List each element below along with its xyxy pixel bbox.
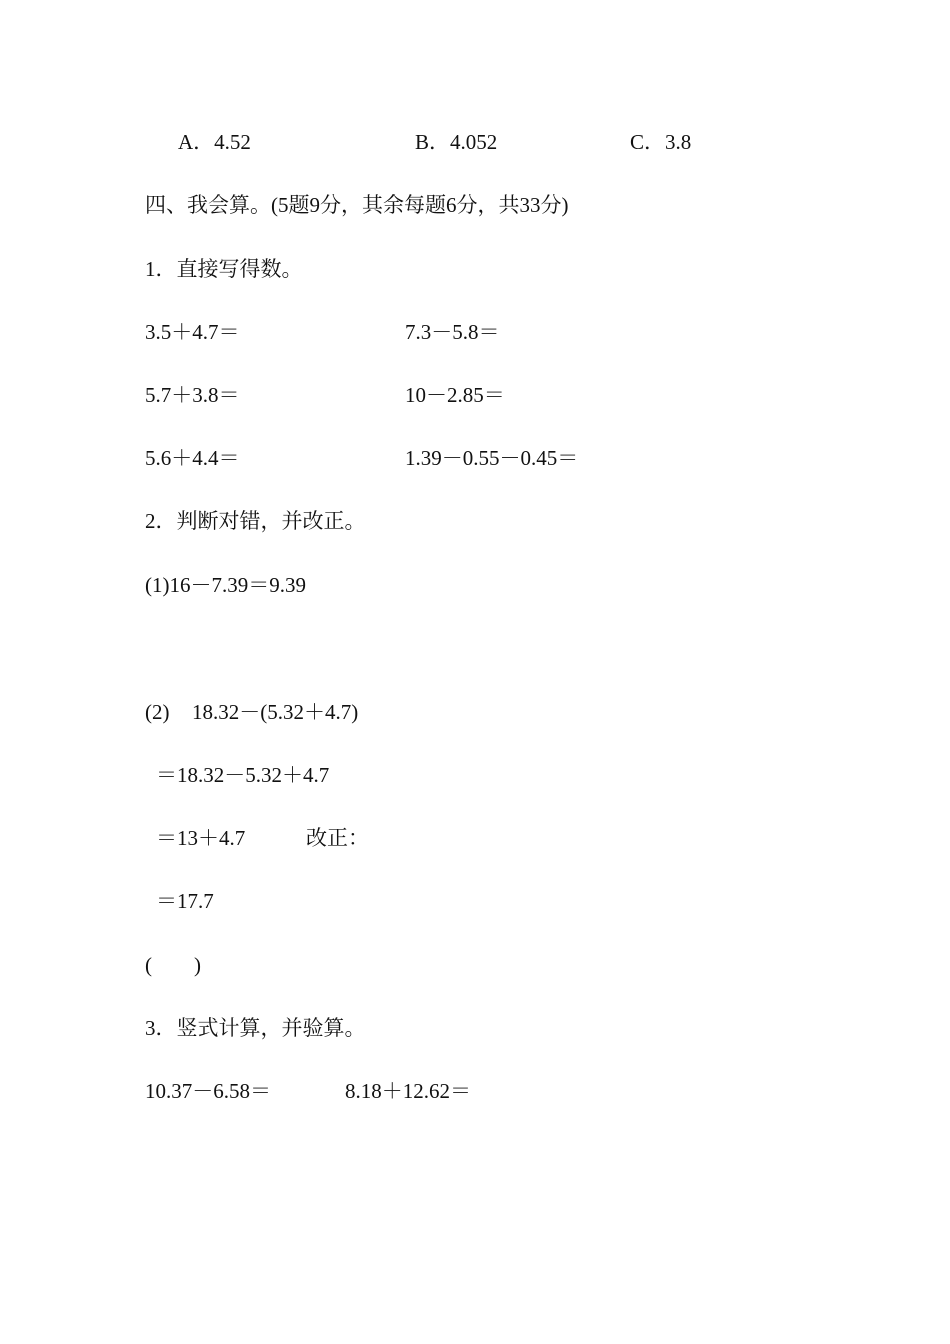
question-2-title: 2．判断对错，并改正。	[145, 509, 366, 533]
q2-item2-step1: ＝18.32－5.32＋4.7	[156, 763, 330, 787]
q1-row3-right: 1.39－0.55－0.45＝	[405, 446, 579, 470]
q3-left: 10.37－6.58＝	[145, 1079, 271, 1103]
q3-right: 8.18＋12.62＝	[345, 1079, 471, 1103]
q2-correction-label: 改正：	[306, 826, 369, 850]
q1-row2-left: 5.7＋3.8＝	[145, 383, 240, 407]
option-c: C．3.8	[630, 130, 692, 154]
option-a: A．4.52	[178, 130, 251, 154]
q2-judge-brackets: ( )	[145, 953, 201, 977]
q2-item2-step3: ＝17.7	[156, 889, 214, 913]
option-b: B．4.052	[415, 130, 498, 154]
q1-row3-left: 5.6＋4.4＝	[145, 446, 240, 470]
q2-item2-expression: 18.32－(5.32＋4.7)	[192, 700, 359, 724]
q1-row1-left: 3.5＋4.7＝	[145, 320, 240, 344]
q1-row2-right: 10－2.85＝	[405, 383, 505, 407]
question-3-title: 3．竖式计算，并验算。	[145, 1016, 366, 1040]
q1-row1-right: 7.3－5.8＝	[405, 320, 500, 344]
question-1-title: 1．直接写得数。	[145, 257, 303, 281]
section-heading: 四、我会算。(5题9分，其余每题6分，共33分)	[145, 193, 569, 217]
q2-item1: (1)16－7.39＝9.39	[145, 573, 306, 597]
q2-item2-step2: ＝13＋4.7	[156, 826, 246, 850]
q2-item2-label: (2)	[145, 700, 170, 724]
